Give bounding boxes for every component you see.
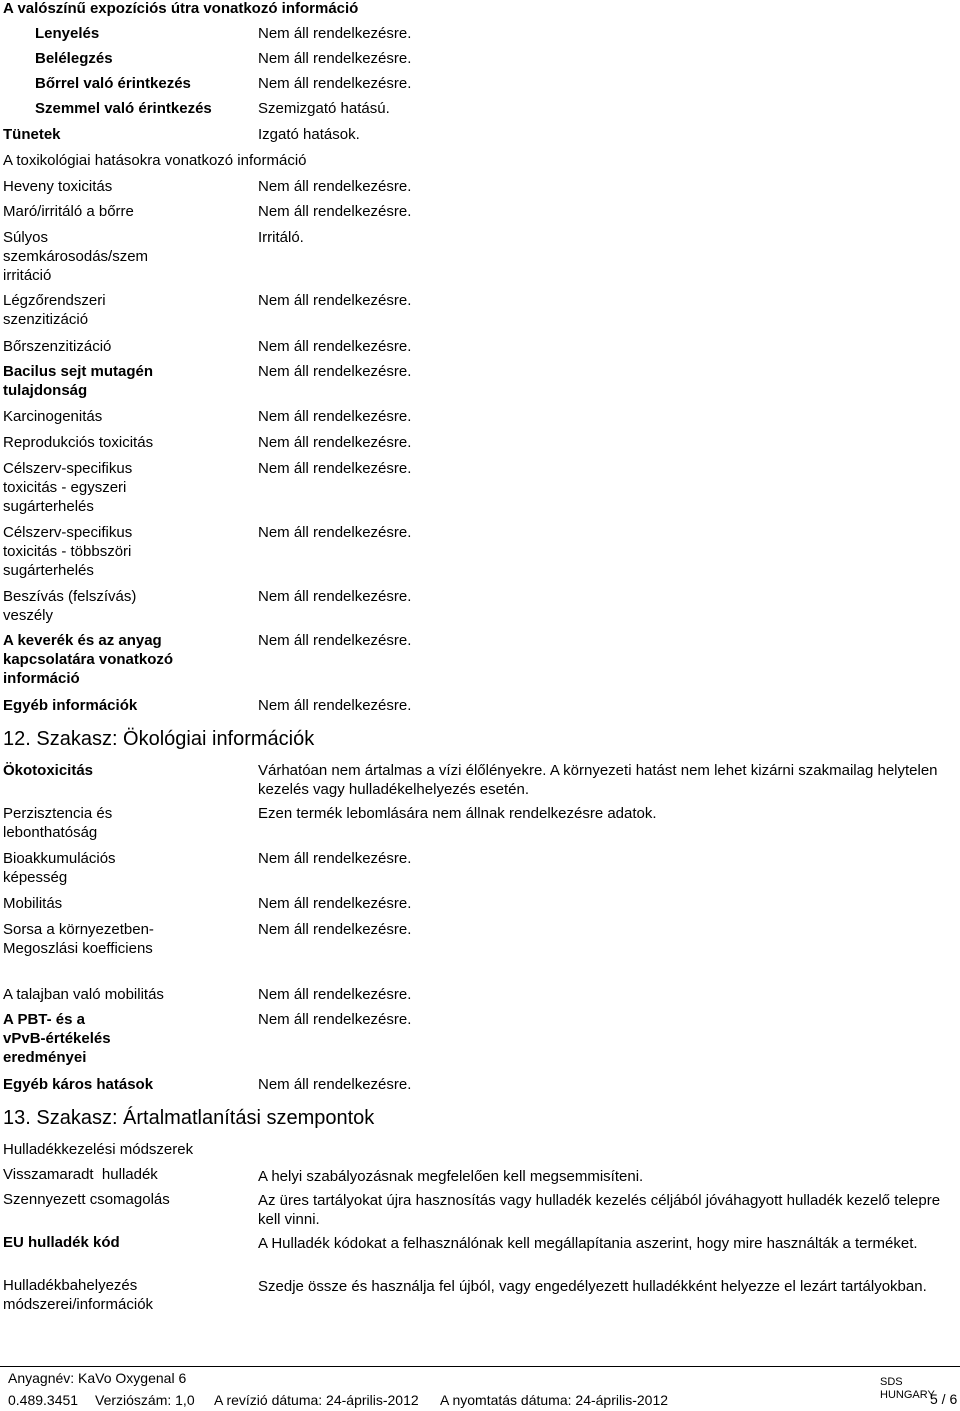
tox-value-reproductive: Nem áll rendelkezésre. xyxy=(258,434,412,451)
tox-value-eye-damage: Irritáló. xyxy=(258,229,304,246)
tox-label-skin-corrosion: Maró/irritáló a bőrre xyxy=(3,203,134,220)
footer-document-id: SDS HUNGARY xyxy=(880,1376,935,1401)
exposure-label-ingestion: Lenyelés xyxy=(35,25,100,42)
disposal-subheading: Hulladékkezelési módszerek xyxy=(3,1141,194,1158)
disposal-value-packaging: Az üres tartályokat újra hasznosítás vagy hulladék kezelés céljából jóváhagyott hulladék kezelő telepre kell vinni. xyxy=(258,1192,941,1228)
footer-product-name: Anyagnév: KaVo Oxygenal 6 xyxy=(8,1370,187,1386)
tox-label-mutagenicity: Bacilus sejt mutagén tulajdonság xyxy=(3,363,154,399)
tox-label-reproductive: Reprodukciós toxicitás xyxy=(3,434,154,451)
disposal-value-eu-code: A Hulladék kódokat a felhasználónak kell megállapítania aszerint, hogy mire használták a terméket. xyxy=(258,1235,918,1252)
eco-label-soil-mobility: A talajban való mobilitás xyxy=(3,986,164,1003)
eco-value-bioaccumulation: Nem áll rendelkezésre. xyxy=(258,850,412,867)
eco-label-ecotoxicity: Ökotoxicitás xyxy=(3,762,94,779)
exposure-heading: A valószínű expozíciós útra vonatkozó információ xyxy=(3,0,359,17)
eco-label-persistence: Perzisztencia és lebonthatóság xyxy=(3,805,113,841)
eco-label-partition: Sorsa a környezetben-Megoszlási koefficiens xyxy=(3,921,154,957)
disposal-label-eu-code: EU hulladék kód xyxy=(3,1234,120,1251)
eco-value-soil-mobility: Nem áll rendelkezésre. xyxy=(258,986,412,1003)
eco-value-persistence: Ezen termék lebomlására nem állnak rendelkezésre adatok. xyxy=(258,805,657,822)
exposure-value-skin: Nem áll rendelkezésre. xyxy=(258,75,412,92)
footer-revision-date: A revízió dátuma: 24-április-2012 xyxy=(214,1392,419,1408)
eco-value-other-effects: Nem áll rendelkezésre. xyxy=(258,1076,412,1093)
tox-value-other: Nem áll rendelkezésre. xyxy=(258,697,412,714)
tox-value-mixture: Nem áll rendelkezésre. xyxy=(258,632,412,649)
disposal-value-residual: A helyi szabályozásnak megfelelően kell megsemmisíteni. xyxy=(258,1168,644,1185)
tox-value-carcinogenicity: Nem áll rendelkezésre. xyxy=(258,408,412,425)
tox-label-stot-single: Célszerv-specifikus toxicitás - egyszeri sugárterhelés xyxy=(3,460,133,515)
footer-code: 0.489.3451 xyxy=(8,1392,79,1408)
tox-value-mutagenicity: Nem áll rendelkezésre. xyxy=(258,363,412,380)
disposal-label-packaging: Szennyezett csomagolás xyxy=(3,1191,170,1208)
exposure-label-skin: Bőrrel való érintkezés xyxy=(35,75,191,92)
tox-value-stot-repeated: Nem áll rendelkezésre. xyxy=(258,524,412,541)
exposure-label-inhalation: Belélegzés xyxy=(35,50,113,67)
tox-value-stot-single: Nem áll rendelkezésre. xyxy=(258,460,412,477)
tox-value-respiratory-sensitization: Nem áll rendelkezésre. xyxy=(258,292,412,309)
footer-page-number: 5 / 6 xyxy=(930,1391,958,1407)
section-13-title: 13. Szakasz: Ártalmatlanítási szempontok xyxy=(3,1107,375,1129)
eco-value-mobility: Nem áll rendelkezésre. xyxy=(258,895,412,912)
tox-value-skin-corrosion: Nem áll rendelkezésre. xyxy=(258,203,412,220)
tox-label-mixture: A keverék és az anyag kapcsolatára vonatkozó információ xyxy=(3,632,174,687)
section-12-title: 12. Szakasz: Ökológiai információk xyxy=(3,728,315,750)
tox-value-skin-sensitization: Nem áll rendelkezésre. xyxy=(258,338,412,355)
tox-label-skin-sensitization: Bőrszenzitizáció xyxy=(3,338,112,355)
eco-label-pbt: A PBT- és a vPvB-értékelés eredményei xyxy=(3,1011,111,1066)
tox-label-respiratory-sensitization: Légzőrendszeri szenzitizáció xyxy=(3,292,106,328)
exposure-value-inhalation: Nem áll rendelkezésre. xyxy=(258,50,412,67)
eco-value-partition: Nem áll rendelkezésre. xyxy=(258,921,412,938)
symptoms-label: Tünetek xyxy=(3,126,61,143)
exposure-label-eye: Szemmel való érintkezés xyxy=(35,100,212,117)
exposure-value-eye: Szemizgató hatású. xyxy=(258,100,390,117)
tox-label-aspiration: Beszívás (felszívás) veszély xyxy=(3,588,137,624)
eco-label-mobility: Mobilitás xyxy=(3,895,63,912)
tox-label-acute: Heveny toxicitás xyxy=(3,178,113,195)
exposure-value-ingestion: Nem áll rendelkezésre. xyxy=(258,25,412,42)
tox-value-aspiration: Nem áll rendelkezésre. xyxy=(258,588,412,605)
footer-print-date: A nyomtatás dátuma: 24-április-2012 xyxy=(440,1392,669,1408)
toxicology-heading: A toxikológiai hatásokra vonatkozó információ xyxy=(3,152,307,169)
disposal-value-methods: Szedje össze és használja fel újból, vagy engedélyezett hulladékként helyezze el lezárt tartályokban. xyxy=(258,1278,927,1295)
footer-version: Verziószám: 1,0 xyxy=(95,1392,195,1408)
eco-value-ecotoxicity: Várhatóan nem ártalmas a vízi élőlényekre. A környezeti hatást nem lehet kizárni szakmailag helytelen kezelés vagy hulladékelhelyezés esetén. xyxy=(258,762,938,798)
tox-label-stot-repeated: Célszerv-specifikus toxicitás - többszöri sugárterhelés xyxy=(3,524,133,579)
eco-value-pbt: Nem áll rendelkezésre. xyxy=(258,1011,412,1028)
eco-label-other-effects: Egyéb káros hatások xyxy=(3,1076,154,1093)
disposal-label-residual: Visszamaradt hulladék xyxy=(3,1166,158,1183)
tox-label-eye-damage: Súlyos szemkárosodás/szem irritáció xyxy=(3,229,149,284)
tox-label-other: Egyéb információk xyxy=(3,697,138,714)
tox-label-carcinogenicity: Karcinogenitás xyxy=(3,408,103,425)
symptoms-value: Izgató hatások. xyxy=(258,126,360,143)
disposal-label-methods: Hulladékbahelyezés módszerei/információk xyxy=(3,1277,154,1313)
tox-value-acute: Nem áll rendelkezésre. xyxy=(258,178,412,195)
eco-label-bioaccumulation: Bioakkumulációs képesség xyxy=(3,850,116,886)
footer-divider xyxy=(0,1366,960,1367)
